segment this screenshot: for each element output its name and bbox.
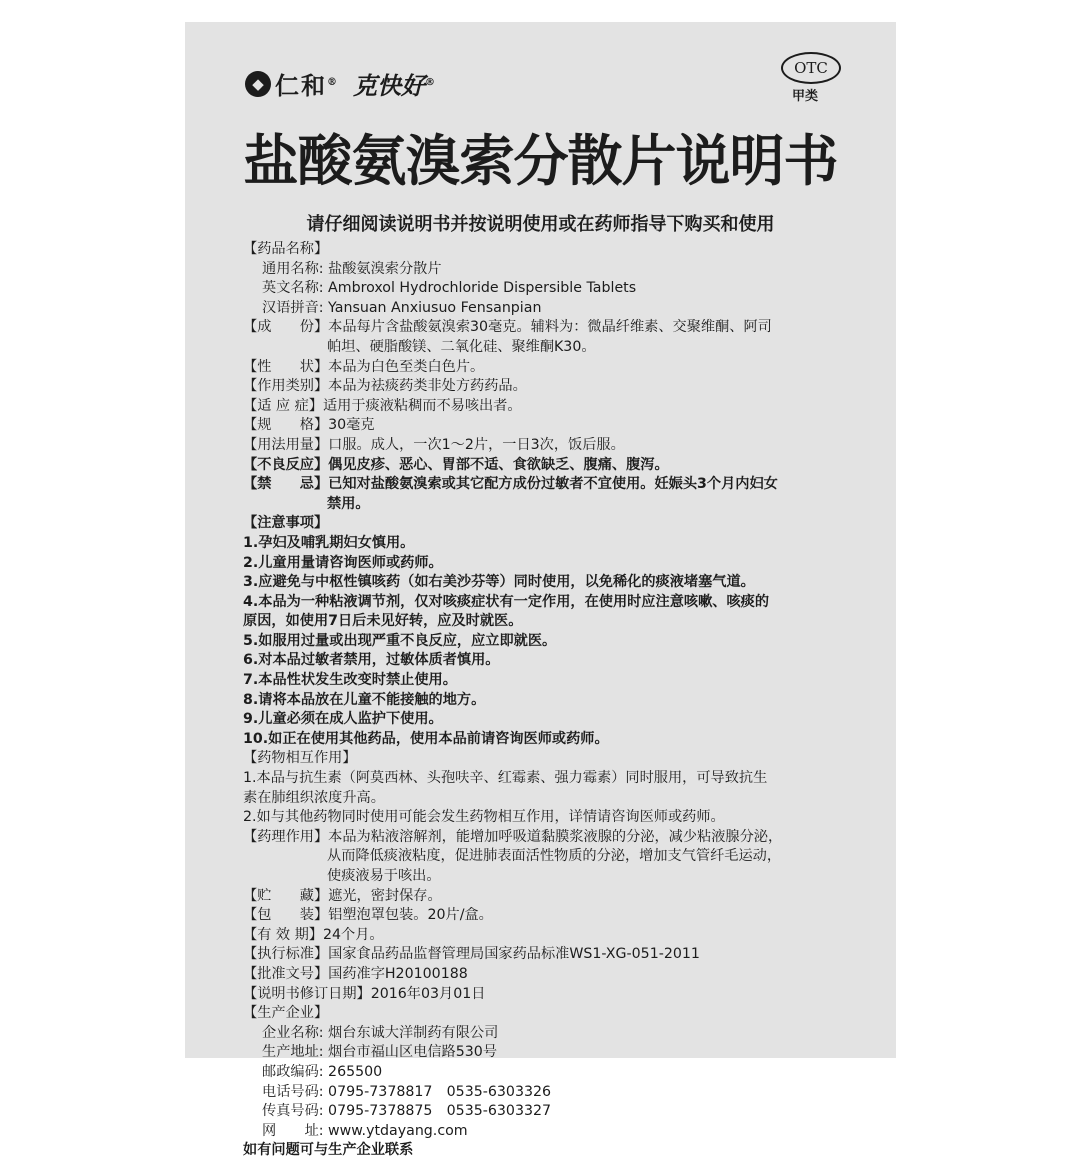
section-storage: 【贮 藏】遮光，密封保存。 <box>243 887 442 904</box>
section-precautions <box>243 514 856 749</box>
renhe-logo-icon: ◆ <box>245 71 271 97</box>
manufacturer-row: 电话号码: 0795-7378817 0535-6303326 <box>262 1083 552 1100</box>
drug-name-row: 英文名称: Ambroxol Hydrochloride Dispersible Tablets <box>262 280 637 297</box>
precaution-item: 4.本品为一种粘液调节剂，仅对咳痰症状有一定作用，在使用时应注意咳嗽、咳痰的 <box>243 593 770 610</box>
interaction-item: 2.如与其他药物同时使用可能会发生药物相互作用，详情请咨询医师或药师。 <box>243 809 725 826</box>
document-title: 盐酸氨溴索分散片说明书 <box>243 129 838 193</box>
otc-badge: OTC <box>781 52 841 84</box>
leaflet-sheet <box>185 22 896 1159</box>
section-heading-drug-name: 【药品名称】 <box>243 241 329 257</box>
website-url: www.ytdayang.com <box>328 1122 468 1139</box>
precaution-item: 3.应避免与中枢性镇咳药（如右美沙芬等）同时使用，以免稀化的痰液堵塞气道。 <box>243 574 755 591</box>
section-category: 【作用类别】本品为祛痰药类非处方药药品。 <box>243 378 527 395</box>
brand-primary: 仁和® <box>275 71 339 100</box>
drug-name-fields <box>243 260 856 319</box>
leaflet-content <box>243 240 856 1161</box>
section-revision-date: 【说明书修订日期】2016年03月01日 <box>243 985 486 1002</box>
manufacturer-row: 企业名称: 烟台东诚大洋制药有限公司 <box>262 1024 499 1041</box>
section-heading-manufacturer: 【生产企业】 <box>243 1005 329 1022</box>
section-contraindications: 【禁 忌】已知对盐酸氨溴索或其它配方成份过敏者不宜使用。妊娠头3个月内妇女 禁用。 <box>243 476 778 512</box>
manufacturer-row: 生产地址: 烟台市福山区电信路530号 <box>262 1044 498 1061</box>
section-composition: 【成 份】本品每片含盐酸氨溴索30毫克。辅料为：微晶纤维素、交聚维酮、阿司 帕坦、硬脂酸镁、二氧化硅、聚维酮K30。 <box>243 319 772 355</box>
section-manufacturer <box>243 1004 856 1141</box>
section-dosage: 【用法用量】口服。成人，一次1～2片，一日3次，饭后服。 <box>243 436 625 453</box>
section-approval-number: 【批准文号】国药准字H20100188 <box>243 965 468 982</box>
precaution-item: 9.儿童必须在成人监护下使用。 <box>243 711 443 728</box>
section-pharmacology: 【药理作用】本品为粘液溶解剂，能增加呼吸道黏膜浆液腺的分泌，减少粘液腺分泌， 从而降低痰液粘度，促进肺表面活性物质的分泌，增加支气管纤毛运动， 使痰液易于咳出。 <box>243 828 783 884</box>
section-indication: 【适 应 症】适用于痰液粘稠而不易咳出者。 <box>243 397 522 414</box>
section-adverse-reactions: 【不良反应】偶见皮疹、恶心、胃部不适、食欲缺乏、腹痛、腹泻。 <box>243 456 669 473</box>
precaution-item: 2.儿童用量请咨询医师或药师。 <box>243 554 443 571</box>
section-standard: 【执行标准】国家食品药品监督管理局国家药品标准WS1-XG-051-2011 <box>243 946 700 963</box>
section-appearance: 【性 状】本品为白色至类白色片。 <box>243 358 485 375</box>
manufacturer-row: 网 址: www.ytdayang.com <box>262 1122 468 1139</box>
precaution-item: 6.对本品过敏者禁用，过敏体质者慎用。 <box>243 652 500 669</box>
section-validity: 【有 效 期】24个月。 <box>243 926 384 943</box>
interaction-item: 1.本品与抗生素（阿莫西林、头孢呋辛、红霉素、强力霉素）同时服用，可导致抗生 <box>243 770 768 787</box>
precaution-item: 5.如服用过量或出现严重不良反应，应立即就医。 <box>243 632 557 649</box>
section-heading-interactions: 【药物相互作用】 <box>243 750 357 767</box>
manufacturer-row: 传真号码: 0795-7378875 0535-6303327 <box>262 1103 552 1120</box>
precaution-item: 8.请将本品放在儿童不能接触的地方。 <box>243 691 486 708</box>
precaution-item: 1.孕妇及哺乳期妇女慎用。 <box>243 534 415 551</box>
section-specification: 【规 格】30毫克 <box>243 417 375 434</box>
manufacturer-row: 邮政编码: 265500 <box>262 1063 383 1080</box>
interaction-item: 素在肺组织浓度升高。 <box>243 789 385 806</box>
drug-name-row: 通用名称: 盐酸氨溴索分散片 <box>262 260 442 277</box>
footer-contact-note: 如有问题可与生产企业联系 <box>243 1142 414 1159</box>
section-heading-precautions: 【注意事项】 <box>243 515 329 532</box>
brand-logo <box>245 66 435 101</box>
precaution-item: 10.如正在使用其他药品，使用本品前请咨询医师或药师。 <box>243 730 609 747</box>
section-interactions <box>243 749 856 827</box>
precaution-item: 7.本品性状发生改变时禁止使用。 <box>243 672 457 689</box>
precaution-item: 原因，如使用7日后未见好转，应及时就医。 <box>243 613 523 630</box>
otc-class-label: 甲类 <box>792 89 819 104</box>
section-package: 【包 装】铝塑泡罩包装。20片/盒。 <box>243 907 493 924</box>
brand-secondary: 克快好® <box>353 72 435 100</box>
document-subtitle: 请仔细阅读说明书并按说明使用或在药师指导下购买和使用 <box>306 214 775 235</box>
drug-name-row: 汉语拼音: Yansuan Anxiusuo Fensanpian <box>262 299 542 316</box>
